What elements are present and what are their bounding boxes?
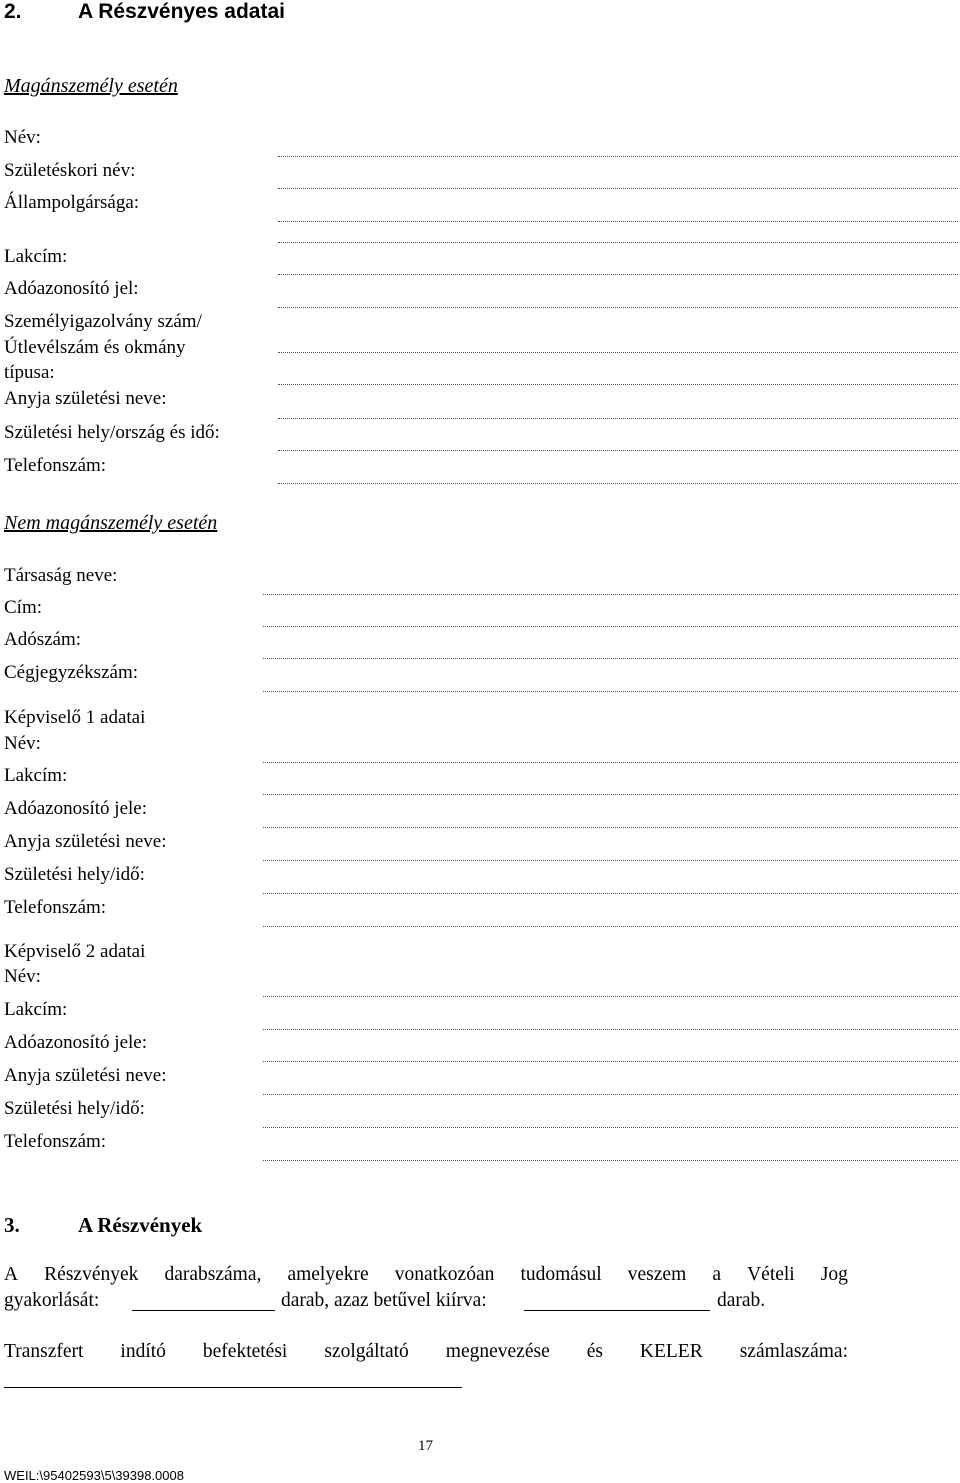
shares-paragraph-line1 [4, 1264, 848, 1286]
company-name-label: Társaság neve: [4, 565, 118, 586]
share-count-in-words-label: darab, azaz betűvel kiírva: [281, 1290, 487, 1311]
transfer-paragraph [4, 1341, 848, 1363]
section-2-number: 2. [4, 0, 22, 23]
rep2-phone-label: Telefonszám: [4, 1131, 107, 1152]
rep1-address-field[interactable] [263, 794, 958, 795]
private-birth-name-field[interactable] [278, 188, 958, 189]
rep1-mother-name-label: Anyja születési neve: [4, 831, 167, 852]
private-person-heading: Magánszemély esetén [4, 75, 178, 97]
para1-word: amelyekre [287, 1264, 369, 1285]
para2-word: megnevezése [445, 1341, 550, 1362]
private-address-field[interactable] [278, 242, 958, 243]
para1-word: Vételi [747, 1264, 795, 1285]
document-reference: WEIL:\95402593\5\39398.0008 [4, 1468, 184, 1483]
private-citizenship-label: Állampolgársága: [4, 192, 140, 213]
rep1-birth-place-date-label: Születési hely/idő: [4, 864, 145, 885]
private-birth-place-date-field[interactable] [278, 418, 958, 419]
para2-word: befektetési [202, 1341, 288, 1362]
para2-word: szolgáltató [324, 1341, 409, 1362]
rep2-address-field[interactable] [263, 1029, 958, 1030]
company-heading: Nem magánszemély esetén [4, 512, 218, 534]
private-id-card-field[interactable] [278, 307, 958, 308]
private-name-label: Név: [4, 127, 41, 148]
para1-word: Részvények [44, 1264, 139, 1285]
para1-word: tudomásul [520, 1264, 602, 1285]
rep2-birth-place-date-label: Születési hely/idő: [4, 1098, 145, 1119]
rep2-mother-name-label: Anyja születési neve: [4, 1065, 167, 1086]
private-passport-label: Útlevélszám és okmány [4, 337, 186, 358]
rep2-phone-field[interactable] [263, 1160, 958, 1161]
share-count-words-field[interactable] [524, 1310, 710, 1311]
para1-word: a [712, 1264, 721, 1285]
private-birth-place-date-label: Születési hely/ország és idő: [4, 422, 220, 443]
section-3-title: A Részvények [78, 1213, 203, 1237]
rep1-birth-place-date-field[interactable] [263, 893, 958, 894]
company-registry-field[interactable] [263, 691, 958, 692]
rep2-address-label: Lakcím: [4, 999, 68, 1020]
private-doc-type-label: típusa: [4, 362, 55, 383]
para1-word: darabszáma, [164, 1264, 262, 1285]
para1-word: vonatkozóan [394, 1264, 495, 1285]
para1-word: A [4, 1264, 19, 1285]
rep1-phone-field[interactable] [263, 926, 958, 927]
company-address-label: Cím: [4, 597, 43, 618]
para2-word: számlaszáma: [739, 1341, 848, 1362]
shares-unit-label: darab. [717, 1290, 766, 1311]
rep1-address-label: Lakcím: [4, 765, 68, 786]
private-phone-field[interactable] [278, 450, 958, 451]
page-number: 17 [418, 1438, 433, 1454]
para2-word: KELER [639, 1341, 703, 1362]
private-citizenship-field[interactable] [278, 221, 958, 222]
company-name-field[interactable] [263, 594, 958, 595]
private-extra-field[interactable] [278, 483, 958, 484]
private-tax-id-field[interactable] [278, 274, 958, 275]
rep1-tax-id-label: Adóazonosító jele: [4, 798, 147, 819]
rep2-birth-place-date-field[interactable] [263, 1127, 958, 1128]
private-mother-name-field[interactable] [278, 384, 958, 385]
rep1-title: Képviselő 1 adatai [4, 707, 146, 728]
private-name-field[interactable] [278, 156, 958, 157]
rep2-name-field[interactable] [263, 996, 958, 997]
para2-word: Transzfert [4, 1341, 84, 1362]
company-address-field[interactable] [263, 626, 958, 627]
rep2-tax-id-label: Adóazonosító jele: [4, 1032, 147, 1053]
rep1-tax-id-field[interactable] [263, 827, 958, 828]
rep2-name-label: Név: [4, 966, 41, 987]
company-registry-label: Cégjegyzékszám: [4, 662, 139, 683]
company-tax-number-field[interactable] [263, 658, 958, 659]
section-3-number: 3. [4, 1213, 20, 1237]
private-phone-label: Telefonszám: [4, 455, 107, 476]
section-2-title: A Részvényes adatai [78, 0, 285, 23]
para1-word: Jog [820, 1264, 848, 1285]
rep1-name-field[interactable] [263, 762, 958, 763]
para2-word: indító [120, 1341, 166, 1362]
para2-word: és [586, 1341, 603, 1362]
exercise-label: gyakorlását: [4, 1290, 100, 1311]
rep1-name-label: Név: [4, 733, 41, 754]
rep1-mother-name-field[interactable] [263, 860, 958, 861]
private-mother-name-label: Anyja születési neve: [4, 388, 167, 409]
rep2-tax-id-field[interactable] [263, 1061, 958, 1062]
private-doc-type-field[interactable] [278, 352, 958, 353]
rep2-mother-name-field[interactable] [263, 1094, 958, 1095]
private-birth-name-label: Születéskori név: [4, 160, 136, 181]
private-id-card-label: Személyigazolvány szám/ [4, 311, 202, 332]
private-tax-id-label: Adóazonosító jel: [4, 278, 139, 299]
private-address-label: Lakcím: [4, 246, 68, 267]
transfer-provider-field[interactable] [4, 1387, 462, 1388]
share-count-field[interactable] [132, 1310, 275, 1311]
rep2-title: Képviselő 2 adatai [4, 941, 146, 962]
company-tax-number-label: Adószám: [4, 629, 82, 650]
para1-word: veszem [627, 1264, 687, 1285]
rep1-phone-label: Telefonszám: [4, 897, 107, 918]
